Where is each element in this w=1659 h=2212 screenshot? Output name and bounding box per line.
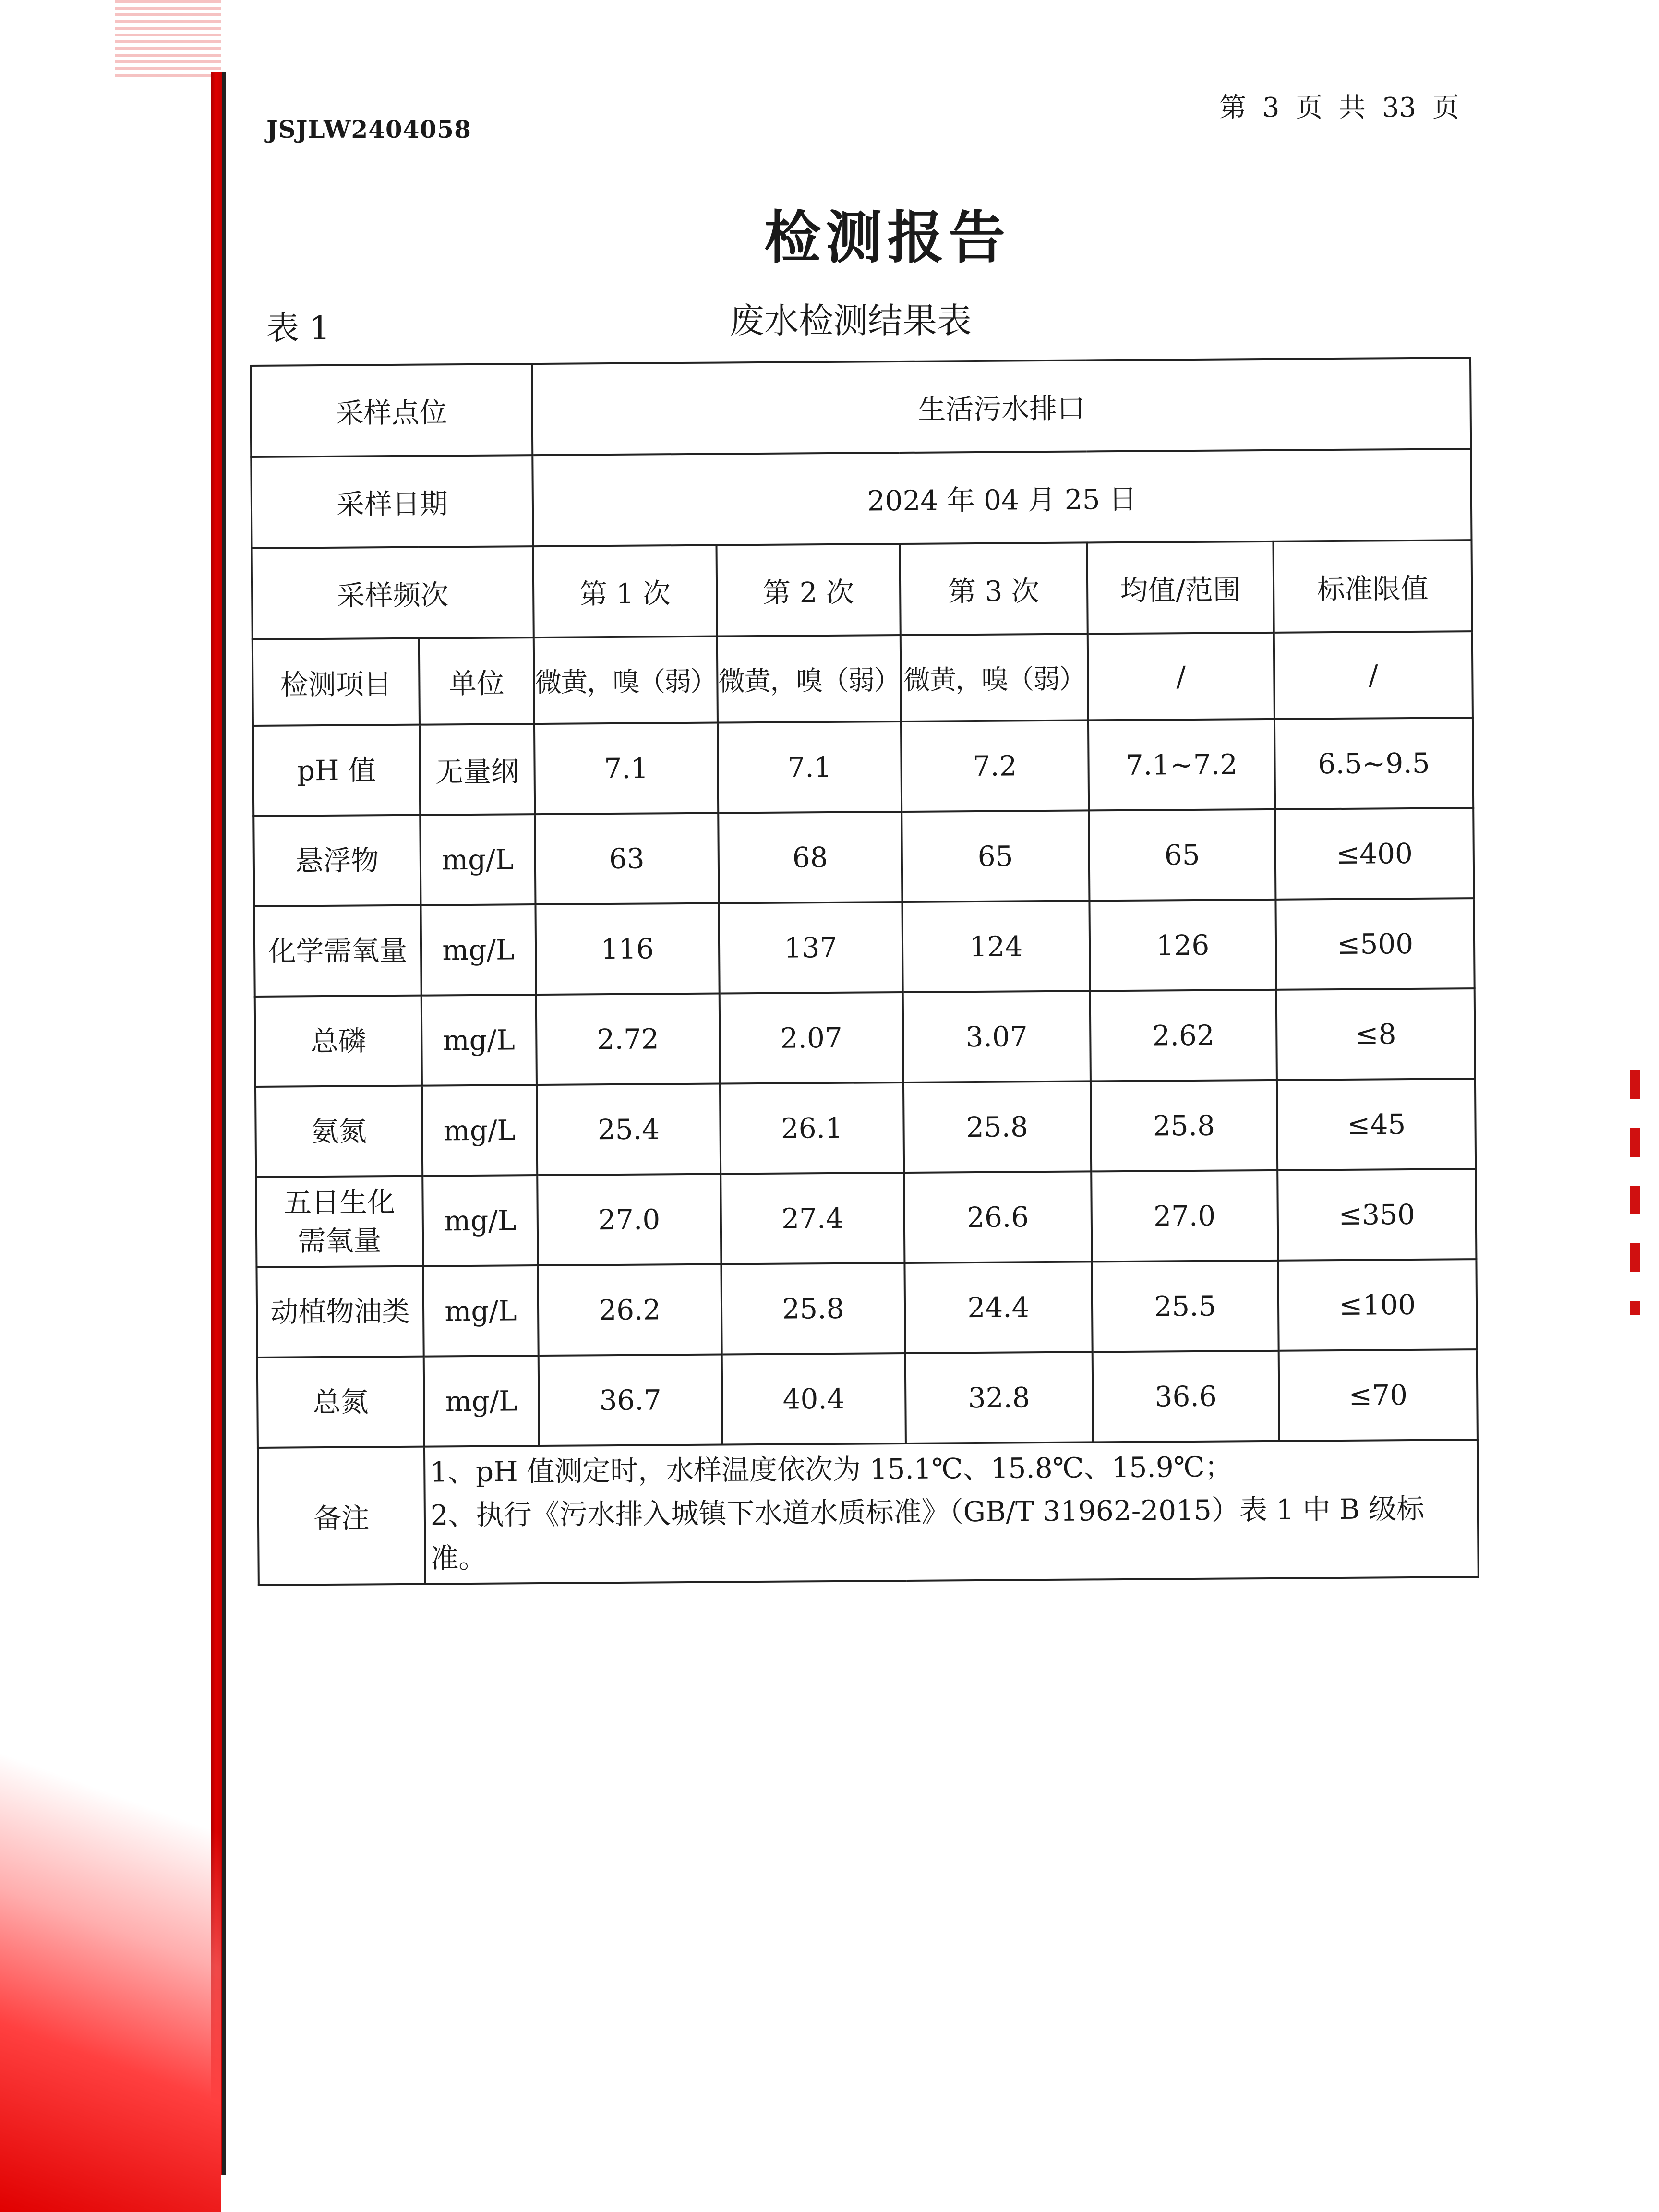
limit-value: ≤8	[1276, 988, 1475, 1080]
appearance-cell: 微黄，嗅（弱）	[901, 634, 1088, 721]
sample-1-value: 36.7	[539, 1355, 722, 1446]
sample-2-value: 25.8	[721, 1263, 905, 1355]
limit-value: 6.5~9.5	[1274, 718, 1473, 809]
appearance-cell: /	[1274, 631, 1473, 719]
sample-2-value: 68	[718, 812, 902, 903]
table-title: 废水检测结果表	[730, 301, 972, 341]
red-corner-stain	[0, 1752, 221, 2212]
sample-3-value: 7.2	[901, 720, 1089, 812]
unit-cell: mg/L	[421, 995, 537, 1086]
item-name: 动植物油类	[256, 1266, 423, 1358]
sample-3-value: 65	[902, 810, 1089, 902]
sample-1-value: 63	[535, 813, 719, 905]
measurement-row	[256, 1259, 1477, 1358]
appearance-cell: 微黄，嗅（弱）	[717, 635, 901, 723]
sampling-point-value: 生活污水排口	[532, 358, 1471, 455]
mean-value: 36.6	[1092, 1351, 1279, 1443]
item-name: 化学需氧量	[254, 905, 421, 997]
sampling-point-row	[251, 358, 1471, 457]
sample-1-value: 116	[535, 903, 719, 995]
sample-3-value: 26.6	[904, 1171, 1092, 1263]
sample-1-value: 26.2	[538, 1264, 721, 1356]
remark-line: 2、执行《污水排入城镇下水道水质标准》（GB/T 31962-2015）表 1 中 B 级标准。	[430, 1492, 1425, 1575]
sample-1-value: 2.72	[536, 994, 720, 1085]
item-name: 总氮	[257, 1357, 424, 1448]
remarks-row	[258, 1440, 1479, 1585]
sample-3-value: 32.8	[905, 1352, 1093, 1443]
sample-3-value: 124	[902, 901, 1090, 992]
seal-fragment	[1630, 1070, 1640, 1315]
frequency-header: 均值/范围	[1087, 541, 1274, 634]
binding-shadow	[222, 72, 226, 2175]
frequency-row	[252, 540, 1472, 639]
unit-cell: mg/L	[423, 1265, 538, 1357]
unit-cell: 无量纲	[420, 724, 535, 815]
measurement-row	[253, 808, 1474, 906]
report-title: 检测报告	[764, 204, 1010, 271]
unit-cell: mg/L	[424, 1356, 539, 1447]
unit-cell: mg/L	[420, 814, 535, 905]
sampling-date-value: 2024 年 04 月 25 日	[532, 449, 1471, 546]
frequency-header: 第 1 次	[533, 545, 717, 638]
limit-value: ≤45	[1277, 1079, 1476, 1170]
mean-value: 7.1~7.2	[1088, 719, 1275, 811]
mean-value: 27.0	[1091, 1170, 1278, 1262]
unit-cell: mg/L	[421, 904, 536, 996]
appearance-cell: /	[1088, 633, 1274, 721]
mean-value: 65	[1089, 809, 1275, 901]
sample-1-value: 27.0	[537, 1174, 721, 1266]
frequency-header: 标准限值	[1274, 540, 1472, 633]
sampling-date-label: 采样日期	[251, 455, 533, 548]
sample-3-value: 25.8	[903, 1081, 1091, 1173]
unit-cell: mg/L	[422, 1175, 538, 1266]
sample-1-value: 7.1	[534, 723, 718, 815]
measurement-row	[255, 1079, 1476, 1177]
document-number: JSJLW2404058	[266, 115, 471, 144]
unit-column-header: 单位	[419, 637, 534, 725]
results-table	[250, 357, 1479, 1586]
sample-3-value: 3.07	[903, 991, 1091, 1082]
sample-2-value: 137	[719, 902, 902, 994]
unit-cell: mg/L	[422, 1085, 537, 1176]
table-label: 表 1	[266, 310, 330, 348]
measurement-row	[255, 988, 1475, 1087]
frequency-header: 第 2 次	[716, 544, 900, 637]
item-name: 总磷	[255, 996, 422, 1087]
measurement-row	[257, 1349, 1478, 1448]
remarks-content	[424, 1440, 1479, 1584]
item-name: 五日生化 需氧量	[256, 1176, 423, 1267]
page-number: 第 3 页 共 33 页	[1219, 92, 1459, 123]
item-name: 悬浮物	[253, 815, 421, 906]
limit-value: ≤100	[1278, 1259, 1477, 1351]
remarks-label: 备注	[258, 1447, 425, 1585]
item-name: 氨氮	[255, 1086, 422, 1177]
mean-value: 25.8	[1091, 1080, 1277, 1172]
mean-value: 25.5	[1092, 1261, 1278, 1352]
limit-value: ≤500	[1275, 898, 1474, 990]
sample-1-value: 25.4	[537, 1084, 721, 1176]
appearance-cell: 微黄，嗅（弱）	[534, 637, 718, 724]
sample-2-value: 26.1	[720, 1082, 904, 1174]
limit-value: ≤400	[1275, 808, 1474, 900]
mean-value: 126	[1089, 900, 1276, 991]
sample-2-value: 7.1	[718, 721, 902, 813]
item-column-header: 检测项目	[252, 638, 420, 726]
measurement-row	[253, 718, 1473, 816]
sample-2-value: 2.07	[720, 992, 903, 1084]
frequency-label: 采样频次	[252, 546, 534, 639]
sample-3-value: 24.4	[904, 1262, 1092, 1353]
remark-line: 1、pH 值测定时，水样温度依次为 15.1℃、15.8℃、15.9℃；	[430, 1450, 1233, 1489]
sample-2-value: 27.4	[721, 1173, 904, 1264]
mean-value: 2.62	[1090, 990, 1276, 1082]
sample-2-value: 40.4	[722, 1353, 906, 1445]
sampling-date-row	[251, 449, 1471, 548]
sampling-point-label: 采样点位	[251, 364, 532, 457]
item-name: pH 值	[253, 725, 420, 816]
binding-edge-top	[115, 0, 221, 77]
frequency-header: 第 3 次	[900, 542, 1087, 635]
measurement-row	[256, 1169, 1476, 1267]
appearance-row	[252, 631, 1473, 726]
limit-value: ≤350	[1277, 1169, 1476, 1261]
limit-value: ≤70	[1279, 1349, 1478, 1441]
measurement-row	[254, 898, 1474, 997]
